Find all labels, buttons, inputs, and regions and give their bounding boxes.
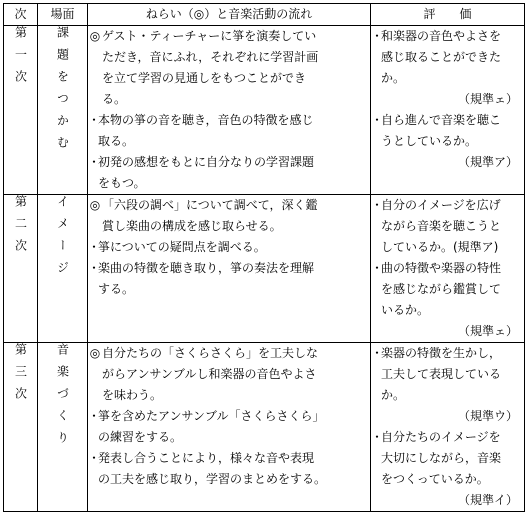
criterion-label: （規準ェ） [457,324,518,338]
activity-text [98,448,370,490]
stage-label: 第二次 [13,195,28,261]
table-header-row [4,4,525,26]
bullet-marker: ・ [88,409,101,423]
activity-line: 取る。 [98,134,135,148]
stage-label: 第三次 [13,343,28,409]
activity-item [88,26,370,110]
activity-item [88,152,370,194]
activity-item [88,195,370,237]
stage-cell [4,195,38,343]
table-row [4,26,525,195]
header-scene: 場面 [38,4,88,26]
evaluation-text [381,26,524,110]
bullet-marker: ・ [88,240,101,254]
evaluation-item [371,26,524,110]
activity-text [98,237,370,258]
evaluation-text [381,110,524,173]
aim-marker: ◎ [89,346,101,360]
evaluation-line: 自分たちのイメージを [381,430,501,444]
activity-line: の工夫を感じ取り，学習のまとめをする。 [98,472,327,486]
activity-line: を立て学習の見通しをもつことができ [102,71,307,85]
activity-line: 本物の箏の音を聴き，音色の特徴を感じ [98,113,314,127]
evaluation-line: 曲の特徴や楽器の特性 [381,261,502,275]
bullet-marker: ・ [371,198,384,212]
lesson-plan [3,3,524,507]
criterion-label: （規準ア） [457,155,518,169]
activity-line: 箏を含めたアンサンブル「さくらさくら」 [98,409,325,423]
evaluation-item [371,195,524,258]
evaluation-item [371,110,524,173]
activity-cell [88,26,371,195]
evaluation-item [371,258,524,342]
activity-line: ただき，音にふれ，それぞれに学習計画 [102,50,319,64]
activity-line: ゲスト・ティーチャーに箏を演奏してい [102,29,317,43]
activity-line: の練習をする。 [98,430,183,444]
activity-line: 初発の感想をもとに自分なりの学習課題 [98,155,315,169]
table-row [4,343,525,512]
scene-label: イメージ [55,195,70,283]
activity-line: 自分たちの「さくらさくら」を工夫しな [102,346,319,360]
activity-item [88,110,370,152]
evaluation-line: いるか。 [381,303,430,317]
aim-marker: ◎ [89,198,101,212]
activity-line: を味わう。 [102,388,163,402]
evaluation-line: か。 [381,71,406,85]
activity-item [88,448,370,490]
activity-line: がらアンサンブルし和楽器の音色やよさ [102,367,317,381]
activity-line: をもつ。 [98,176,146,190]
stage-label: 第一次 [13,26,28,92]
activity-item [88,406,370,448]
activity-item [88,237,370,258]
activity-text [98,152,370,194]
activity-line: 賞し楽曲の構成を感じ取らせる。 [102,219,282,233]
activity-line: 発表し合うことにより，様々な音や表現 [98,451,315,465]
evaluation-line: 楽器の特徴を生かし， [381,346,502,360]
activity-text [102,195,370,237]
stage-cell [4,26,38,195]
activity-item [88,343,370,406]
activity-cell [88,343,371,512]
scene-label: 課題をつかむ [55,26,70,158]
activity-line: 楽曲の特徴を聴き取り，箏の奏法を理解 [98,261,315,275]
evaluation-line: しているか。(規準ア) [381,240,499,254]
activity-text [98,110,370,152]
evaluation-line: 自ら進んで音楽を聴こ [381,113,502,127]
evaluation-cell [371,195,525,343]
bullet-marker: ・ [88,261,101,275]
evaluation-line: 工夫して表現している [381,367,502,381]
evaluation-line: ながら音楽を聴こうと [381,219,502,233]
criterion-label: （規準ェ） [457,92,518,106]
evaluation-line: をつくっているか。 [381,472,489,486]
evaluation-text [381,258,524,342]
bullet-marker: ・ [371,261,384,275]
header-evaluation: 評 価 [371,4,525,26]
bullet-marker: ・ [371,113,384,127]
evaluation-line: 大切にしながら，音楽 [381,451,502,465]
evaluation-line: 自分のイメージを広げ [381,198,501,212]
bullet-marker: ・ [371,346,384,360]
table-row [4,195,525,343]
activity-text [102,343,370,406]
evaluation-line: 感じ取ることができた [381,50,502,64]
activity-text [98,258,370,300]
criterion-label: （規準イ） [457,493,518,507]
evaluation-cell [371,26,525,195]
lesson-plan-table [3,3,525,512]
bullet-marker: ・ [371,29,384,43]
activity-line: る。 [102,92,127,106]
bullet-marker: ・ [88,155,101,169]
scene-label: 音楽づくり [55,343,70,453]
stage-cell [4,343,38,512]
evaluation-text [381,343,524,427]
activity-line: する。 [98,282,135,296]
activity-line: 箏についての疑問点を調べる。 [98,240,266,254]
bullet-marker: ・ [88,451,101,465]
activity-line: 「六段の調べ」について調べて，深く鑑 [102,198,318,212]
evaluation-line: うとしているか。 [381,134,478,148]
activity-cell [88,195,371,343]
evaluation-text [381,427,524,511]
bullet-marker: ・ [88,113,101,127]
bullet-marker: ・ [371,430,384,444]
activity-text [102,26,370,110]
aim-marker: ◎ [89,29,101,43]
evaluation-item [371,427,524,511]
scene-cell [38,26,88,195]
scene-cell [38,195,88,343]
header-aim: ねらい（◎）と音楽活動の流れ [88,4,371,26]
evaluation-item [371,343,524,427]
evaluation-line: か。 [381,388,406,402]
activity-item [88,258,370,300]
header-stage: 次 [4,4,38,26]
evaluation-cell [371,343,525,512]
evaluation-line: を感じながら鑑賞して [381,282,502,296]
criterion-label: （規準ウ） [457,409,518,423]
scene-cell [38,343,88,512]
activity-text [98,406,370,448]
evaluation-line: 和楽器の音色やよさを [381,29,502,43]
evaluation-text [381,195,524,258]
